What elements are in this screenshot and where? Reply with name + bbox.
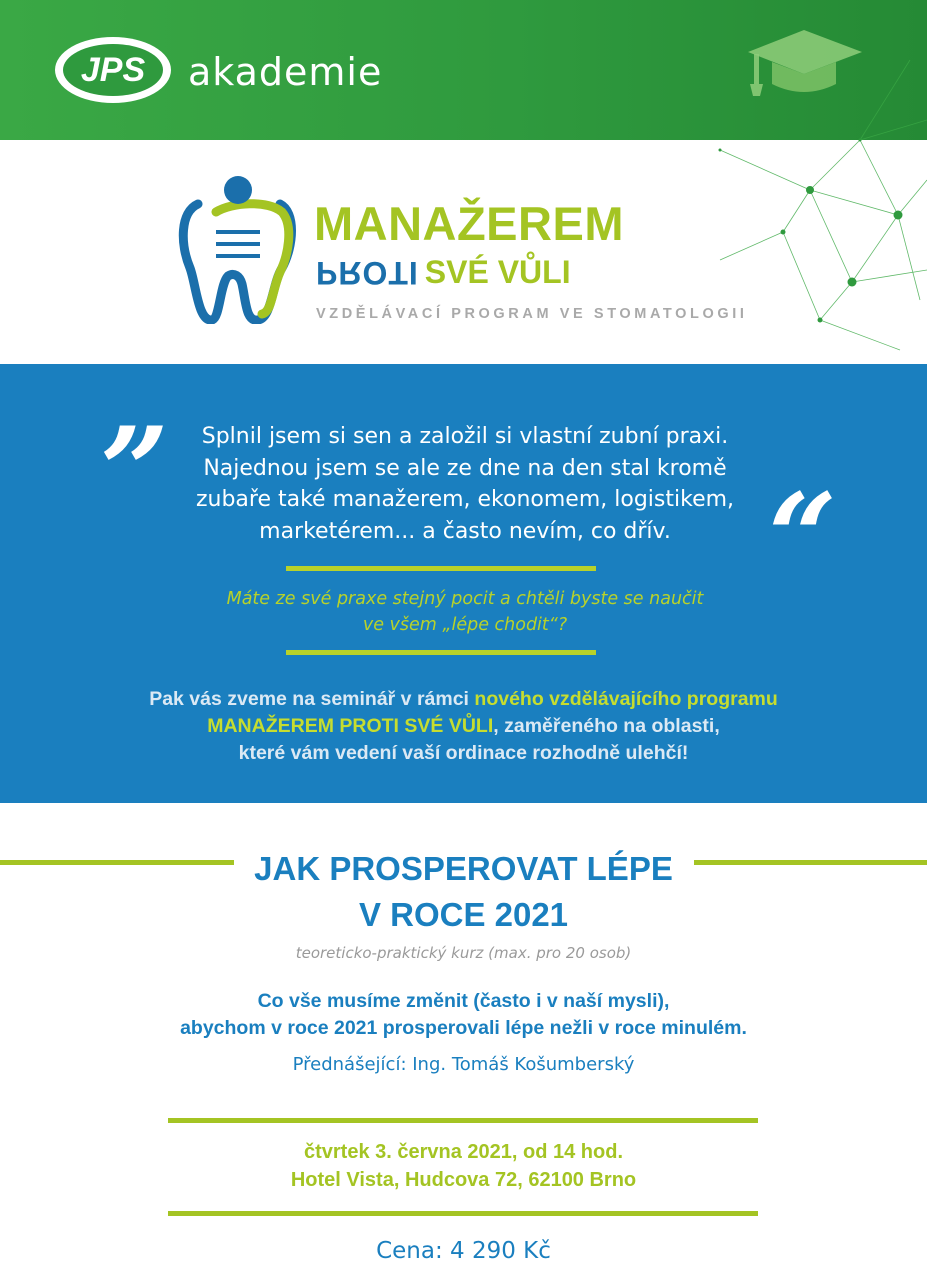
program-title-proti: PROTI	[316, 255, 419, 291]
question-line: Máte ze své praxe stejný pocit a chtěli byste se naučit	[226, 589, 704, 609]
program-subtitle: VZDĚLÁVACÍ PROGRAM VE STOMATOLOGII	[316, 306, 748, 322]
program-title-sve-vuli: SVÉ VŮLI	[424, 254, 571, 290]
invite-highlight1: nového vzdělávajícího programu	[474, 688, 778, 710]
invite-highlight2: MANAŽEREM PROTI SVÉ VŮLI	[207, 715, 494, 737]
divider	[286, 566, 596, 571]
quote-close-icon: “	[768, 467, 838, 608]
brand-word: akademie	[188, 50, 383, 94]
course-desc-line1: Co vše musíme změnit (často i v naší mysli),	[257, 990, 670, 1012]
divider	[0, 860, 234, 865]
svg-text:JPS: JPS	[80, 51, 146, 89]
program-title-line2	[316, 254, 571, 291]
quote-line: Najednou jsem se ale ze dne na den stal kromě	[203, 455, 727, 481]
price: Cena: 4 290 Kč	[376, 1238, 551, 1264]
quote-line: Splnil jsem si sen a založil si vlastní zubní praxi.	[201, 424, 729, 449]
quote-line: marketérem... a často nevím, co dřív.	[259, 518, 671, 544]
divider	[694, 860, 927, 865]
quote-line: zubaře také manažerem, ekonomem, logistikem,	[195, 487, 735, 512]
divider	[286, 650, 596, 655]
testimonial-quote	[150, 421, 780, 547]
invite-line3: které vám vedení vaší ordinace rozhodně ulehčí!	[238, 742, 689, 764]
program-title-line1: MANAŽEREM	[314, 197, 624, 250]
course-desc-line2: abychom v roce 2021 prosperovali lépe nežli v roce minulém.	[180, 1017, 747, 1039]
course-title-line1: JAK PROSPEROVAT LÉPE	[254, 850, 673, 887]
course-title-line2: V ROCE 2021	[358, 896, 569, 933]
lecturer: Přednášející: Ing. Tomáš Košumberský	[292, 1054, 635, 1075]
course-title	[230, 846, 697, 938]
event-venue: Hotel Vista, Hudcova 72, 62100 Brno	[290, 1169, 637, 1191]
tooth-icon	[176, 172, 302, 324]
question-line: ve všem „lépe chodit“?	[362, 615, 568, 635]
course-description	[100, 988, 827, 1042]
divider	[168, 1118, 758, 1123]
invite-part1: Pak vás zveme na seminář v rámci	[149, 688, 475, 710]
question-text	[150, 586, 780, 638]
invite-part2: , zaměřeného na oblasti,	[493, 715, 720, 737]
invitation-text	[80, 686, 847, 767]
invite-line2	[80, 713, 847, 740]
event-details	[160, 1138, 767, 1194]
jps-logo	[52, 34, 174, 106]
course-subtitle: teoreticko-praktický kurz (max. pro 20 osob)	[295, 944, 632, 962]
quote-open-icon: ”	[100, 401, 170, 542]
invite-line1	[80, 686, 847, 713]
divider	[168, 1211, 758, 1216]
event-date: čtvrtek 3. června 2021, od 14 hod.	[303, 1141, 624, 1163]
